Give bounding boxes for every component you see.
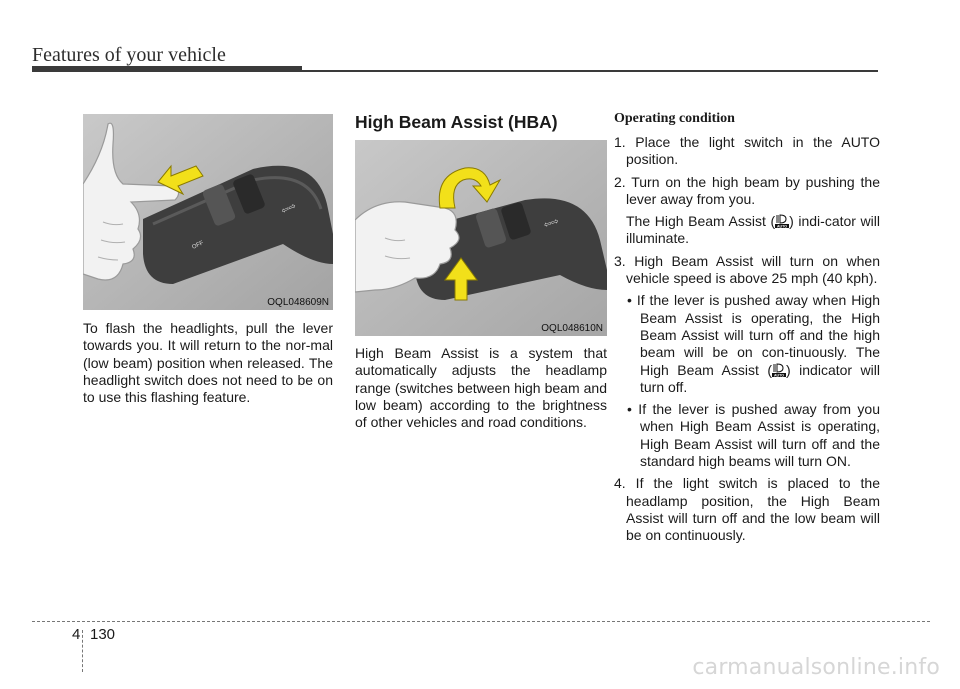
operating-condition-heading: Operating condition xyxy=(614,111,735,126)
figure-high-beam-assist xyxy=(355,140,607,336)
section-heading-hba: High Beam Assist (HBA) xyxy=(355,112,558,132)
operating-condition-list xyxy=(614,134,880,550)
figure-flash-headlights xyxy=(83,114,333,310)
header-bar xyxy=(32,66,302,72)
footer-rule xyxy=(32,621,930,622)
note-text-pre: The High Beam Assist ( xyxy=(626,213,776,230)
list-item: 1. Place the light switch in the AUTO position. xyxy=(614,134,880,168)
note-text-post: ) indi-cator will illuminate. xyxy=(626,213,880,247)
list-item: 3. High Beam Assist will turn on when vehicle speed is above 25 mph (40 kph). xyxy=(614,252,880,287)
bullet-text-post: ) indicator will turn off. xyxy=(640,361,880,395)
figure-code: OQL048610N xyxy=(541,323,603,334)
flash-headlights-text: To flash the headlights, pull the lever towards you. It will return to the nor-mal (low beam) position when released. The headlight switch does not need to be on to use this flashing feature. xyxy=(83,320,333,406)
lever-push-illustration xyxy=(355,140,607,336)
high-beam-assist-icon xyxy=(775,214,789,228)
watermark: carmanualsonline.info xyxy=(692,655,940,680)
bullet-item: • If the lever is pushed away from you when High Beam Assist is operating, High Beam Assist will turn off and the standard high beams will turn ON. xyxy=(627,401,880,470)
bullet-text-pre: • If the lever is pushed away when High Beam Assist is operating, the High Beam Assist will turn off and the high beam will be on con-tinuously. The High Beam Assist ( xyxy=(627,292,880,378)
svg-text:⇦⇨: ⇦⇨ xyxy=(279,200,298,216)
hba-description-text: High Beam Assist is a system that automatically adjusts the headlamp range (switches between high beam and low beam) according to the brightness of other vehicles and road conditions. xyxy=(355,345,607,431)
footer-divider xyxy=(82,630,83,672)
list-item: 2. Turn on the high beam by pushing the lever away from you. xyxy=(614,173,880,207)
page-number: 130 xyxy=(90,626,116,643)
page-header-title: Features of your vehicle xyxy=(32,44,226,66)
figure-code: OQL048609N xyxy=(267,297,329,308)
icon-label: AUTO xyxy=(777,224,788,229)
high-beam-assist-icon xyxy=(772,363,786,377)
lever-pull-illustration xyxy=(83,114,333,310)
icon-label: AUTO xyxy=(773,372,785,377)
bullet-item xyxy=(614,292,880,396)
chapter-number: 4 xyxy=(72,626,81,643)
header-rule xyxy=(302,70,878,72)
list-item-note xyxy=(614,213,880,248)
svg-text:OFF: OFF xyxy=(191,240,205,251)
list-item: 4. If the light switch is placed to the headlamp position, the High Beam Assist will turn off and the low beam will be on continuously. xyxy=(614,475,880,544)
svg-text:⇦⇨: ⇦⇨ xyxy=(542,215,560,230)
